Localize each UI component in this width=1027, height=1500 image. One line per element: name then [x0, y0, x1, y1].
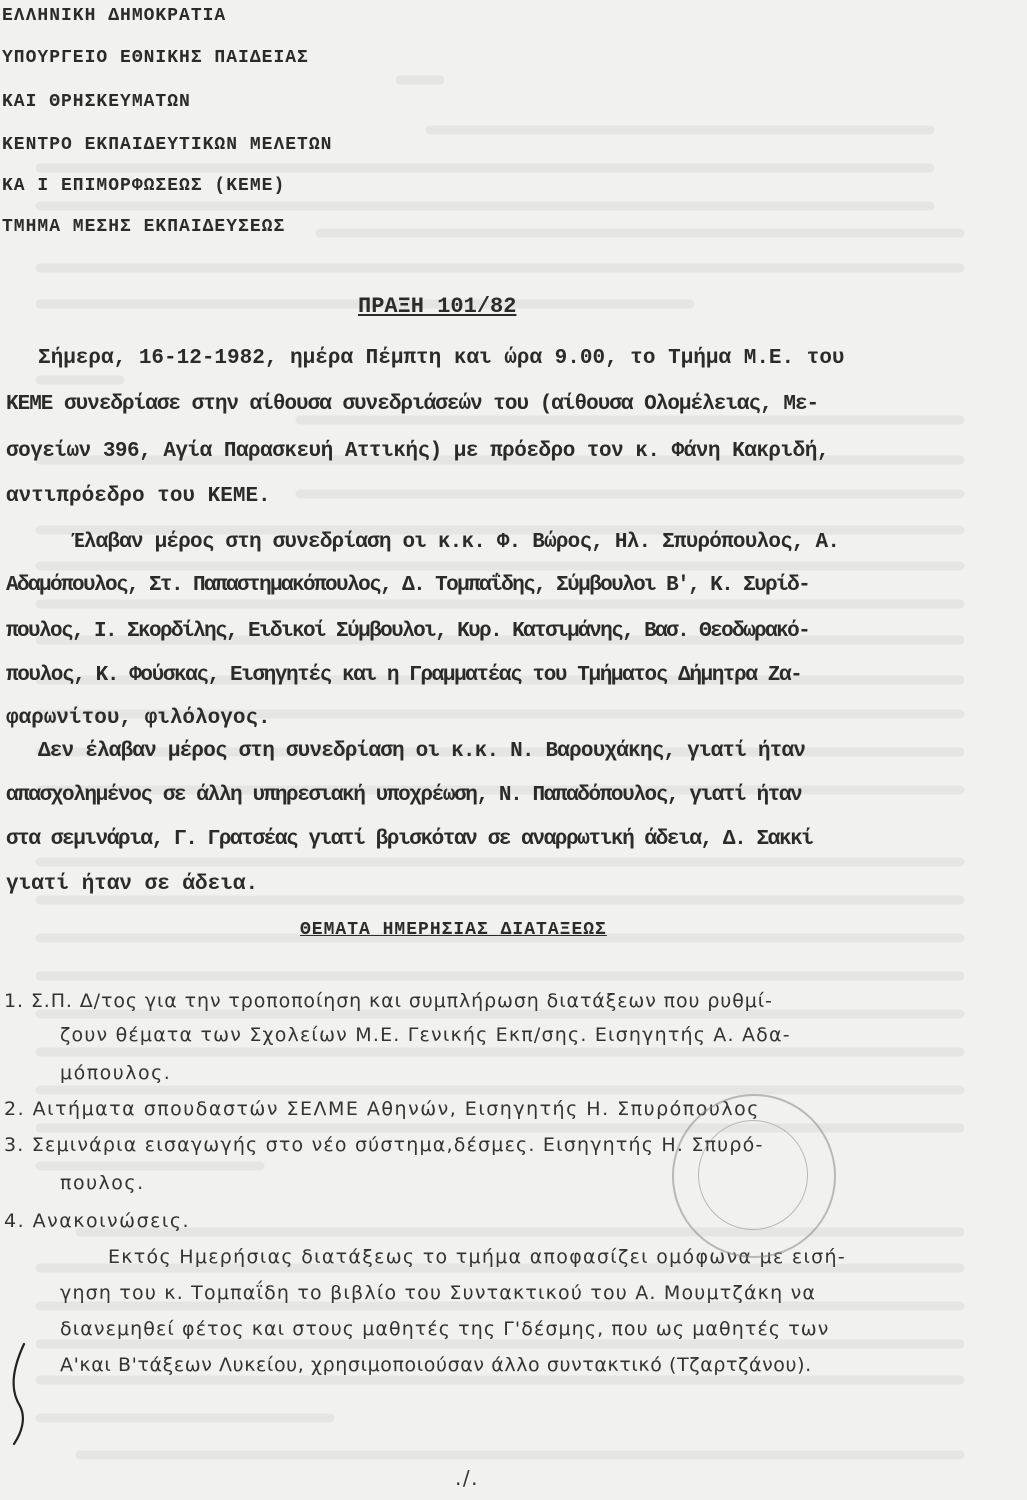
- body-line: Σήμερα, 16-12-1982, ημέρα Πέμπτη και ώρα 9.00, το Τμήμα Μ.Ε. του: [38, 347, 845, 370]
- body-line: αντιπρόεδρο του ΚΕΜΕ.: [6, 485, 271, 508]
- body-line: Έλαβαν μέρος στη συνεδρίαση οι κ.κ. Φ. Βώρος, Ηλ. Σπυρόπουλος, Α.: [72, 531, 840, 554]
- agenda-line: ζουν θέματα των Σχολείων Μ.Ε. Γενικής Εκπ/σης. Εισηγητής Α. Αδα-: [60, 1024, 791, 1046]
- official-seal-stamp: [672, 1094, 836, 1258]
- body-line: γιατί ήταν σε άδεια.: [6, 873, 259, 896]
- handwritten-margin-mark: [6, 1340, 36, 1450]
- header-line-3: ΚΑΙ ΘΡΗΣΚΕΥΜΑΤΩΝ: [2, 92, 191, 112]
- agenda-line: 1. Σ.Π. Δ/τος για την τροποποίηση και συμπλήρωση διατάξεων που ρυθμί-: [4, 990, 773, 1012]
- body-line: πουλος, Κ. Φούσκας, Εισηγητές και η Γραμματέας του Τμήματος Δήμητρα Ζα-: [6, 664, 802, 687]
- body-line: σογείων 396, Αγία Παρασκευή Αττικής) με πρόεδρο τον κ. Φάνη Κακριδή,: [6, 440, 829, 463]
- header-line-5: ΚΑ Ι ΕΠΙΜΟΡΦΩΣΕΩΣ (ΚΕΜΕ): [2, 176, 286, 196]
- agenda-line: μόπουλος.: [60, 1062, 172, 1084]
- body-line: απασχολημένος σε άλλη υπηρεσιακή υποχρέωση, Ν. Παπαδόπουλος, γιατί ήταν: [6, 784, 802, 807]
- header-line-2: ΥΠΟΥΡΓΕΙΟ ΕΘΝΙΚΗΣ ΠΑΙΔΕΙΑΣ: [2, 48, 309, 68]
- body-line: πουλος, Ι. Σκορδίλης, Ειδικοί Σύμβουλοι, Κυρ. Κατσιμάνης, Βασ. Θεοδωρακό-: [6, 620, 810, 643]
- page-continuation-mark: ./.: [455, 1466, 479, 1490]
- header-line-4: ΚΕΝΤΡΟ ΕΚΠΑΙΔΕΥΤΙΚΩΝ ΜΕΛΕΤΩΝ: [2, 135, 333, 155]
- header-line-1: ΕΛΛΗΝΙΚΗ ΔΗΜΟΚΡΑΤΙΑ: [2, 6, 227, 26]
- agenda-line: πουλος.: [60, 1172, 145, 1194]
- agenda-line: 3. Σεμινάρια εισαγωγής στο νέο σύστημα,δέσμες. Εισηγητής Η. Σπυρό-: [4, 1134, 764, 1156]
- document-title: ΠΡΑΞΗ 101/82: [358, 294, 517, 319]
- agenda-line: Α'και Β'τάξεων Λυκείου, χρησιμοποιούσαν άλλο συντακτικό (Τζαρτζάνου).: [60, 1354, 812, 1376]
- body-line: στα σεμινάρια, Γ. Γρατσέας γιατί βρισκόταν σε αναρρωτική άδεια, Δ. Σακκί: [6, 828, 813, 851]
- body-line: Αδαμόπουλος, Στ. Παπαστημακόπουλος, Δ. Τομπαΐδης, Σύμβουλοι Β', Κ. Συρίδ-: [6, 574, 810, 597]
- agenda-line: Εκτός Ημερήσιας διατάξεως το τμήμα αποφασίζει ομόφωνα με εισή-: [108, 1246, 847, 1268]
- agenda-line: διανεμηθεί φέτος και στους μαθητές της Γ'δέσμης, που ως μαθητές των: [60, 1318, 830, 1340]
- body-line: φαρωνίτου, φιλόλογος.: [6, 707, 271, 730]
- agenda-line: γηση του κ. Τομπαΐδη το βιβλίο του Συντακτικού του Α. Μουμτζάκη να: [60, 1282, 817, 1304]
- agenda-line: 4. Ανακοινώσεις.: [4, 1210, 191, 1232]
- agenda-line: 2. Αιτήματα σπουδαστών ΣΕΛΜΕ Αθηνών, Εισηγητής Η. Σπυρόπουλος: [4, 1098, 760, 1120]
- header-line-6: ΤΜΗΜΑ ΜΕΣΗΣ ΕΚΠΑΙΔΕΥΣΕΩΣ: [2, 217, 286, 237]
- body-line: Δεν έλαβαν μέρος στη συνεδρίαση οι κ.κ. Ν. Βαρουχάκης, γιατί ήταν: [38, 740, 806, 763]
- body-line: ΚΕΜΕ συνεδρίασε στην αίθουσα συνεδριάσεών του (αίθουσα Ολομέλειας, Με-: [6, 393, 819, 416]
- agenda-title: ΘΕΜΑΤΑ ΗΜΕΡΗΣΙΑΣ ΔΙΑΤΑΞΕΩΣ: [300, 920, 607, 940]
